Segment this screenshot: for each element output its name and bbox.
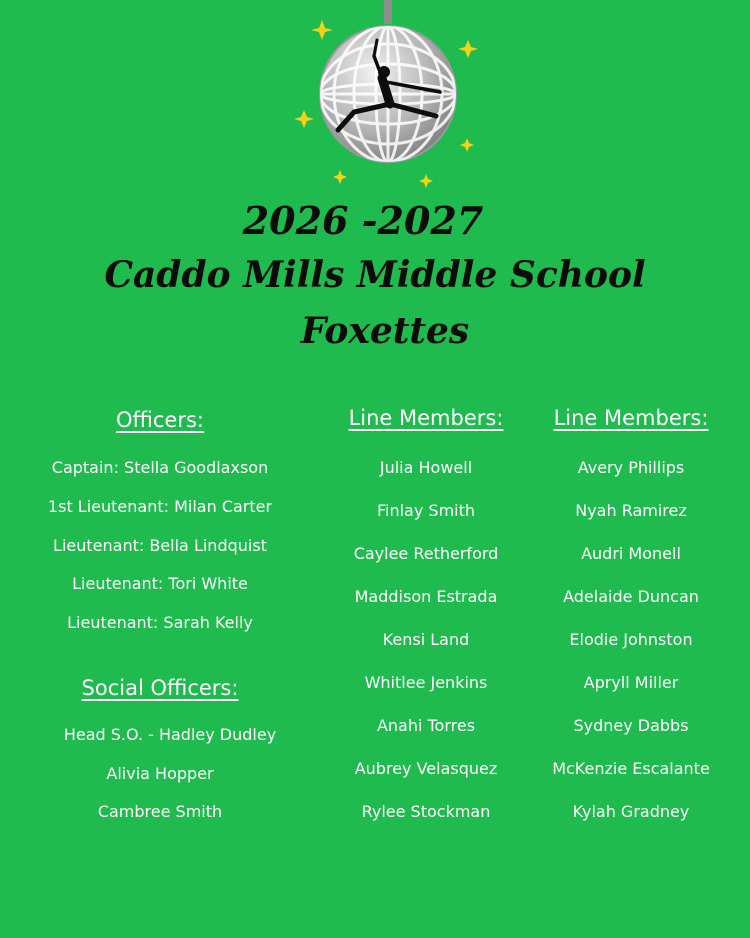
season-years-title: 2026 -2027 — [242, 198, 484, 243]
list-item: Avery Phillips — [577, 458, 685, 477]
officers-heading: Officers: — [116, 408, 204, 432]
list-item: Lieutenant: Bella Lindquist — [53, 536, 267, 555]
line-members-heading-1: Line Members: — [348, 406, 504, 430]
list-item: Lieutenant: Tori White — [72, 574, 248, 593]
list-item: 1st Lieutenant: Milan Carter — [47, 497, 273, 516]
line-members-heading-2: Line Members: — [553, 406, 709, 430]
list-item: Sydney Dabbs — [573, 716, 689, 735]
list-item: Maddison Estrada — [354, 587, 498, 606]
list-item: Anahi Torres — [376, 716, 476, 735]
list-item: Whitlee Jenkins — [364, 673, 488, 692]
list-item: Alivia Hopper — [106, 764, 214, 783]
list-item: McKenzie Escalante — [552, 759, 710, 778]
list-item: Kylah Gradney — [572, 802, 690, 821]
officers-section — [20, 408, 300, 632]
list-item: Kensi Land — [382, 630, 470, 649]
ball-string — [384, 0, 392, 24]
list-item: Adelaide Duncan — [563, 587, 699, 606]
list-item: Lieutenant: Sarah Kelly — [67, 613, 253, 632]
list-item: Caylee Retherford — [353, 544, 499, 563]
list-item: Finlay Smith — [376, 501, 476, 520]
list-item: Rylee Stockman — [361, 802, 491, 821]
list-item: Elodie Johnston — [569, 630, 693, 649]
line-members-section-1 — [326, 406, 526, 821]
disco-ball-dancer-graphic — [290, 0, 490, 200]
social-officers-section — [20, 676, 300, 821]
social-officers-heading: Social Officers: — [81, 676, 239, 700]
list-item: Cambree Smith — [97, 802, 223, 821]
list-item: Nyah Ramirez — [575, 501, 687, 520]
list-item: Aubrey Velasquez — [354, 759, 498, 778]
list-item: Audri Monell — [581, 544, 681, 563]
team-name-title: Foxettes — [300, 310, 470, 352]
list-item: Head S.O. - Hadley Dudley — [63, 725, 277, 744]
school-name-title: Caddo Mills Middle School — [104, 254, 646, 296]
list-item: Captain: Stella Goodlaxson — [51, 458, 269, 477]
list-item: Apryll Miller — [583, 673, 679, 692]
line-members-section-2 — [531, 406, 731, 821]
list-item: Julia Howell — [379, 458, 473, 477]
